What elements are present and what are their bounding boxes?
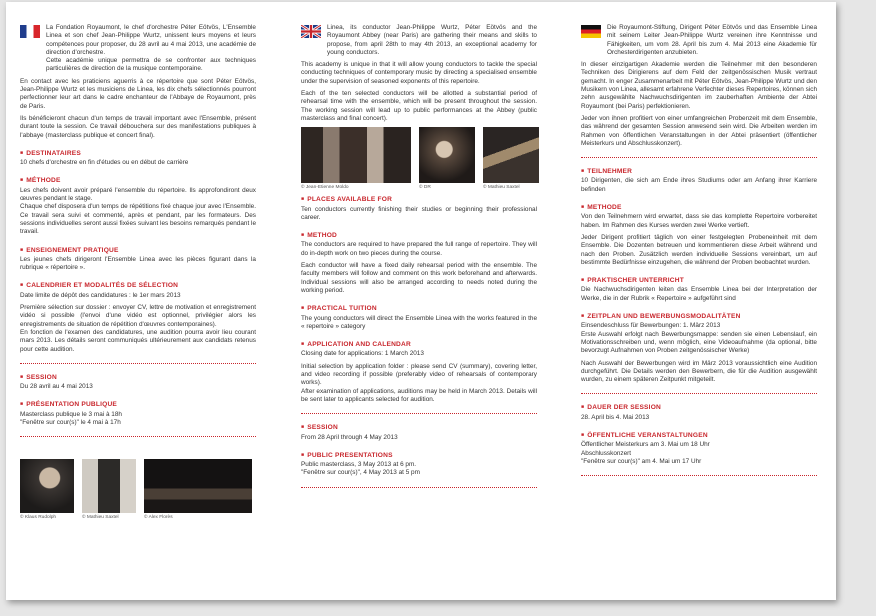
section-heading: ■ TEILNEHMER xyxy=(581,167,817,176)
section-text: Öffentlicher Meisterkurs am 3. Mai um 18 Uhr xyxy=(581,441,710,449)
dotted-divider xyxy=(581,475,817,476)
section-text: Die Nachwuchsdirigenten leiten das Ensemble Linea bei der Interpretation der Werke, die in der Rubrik « Repertoire » aufgeführt sind xyxy=(581,286,817,302)
section-text: The conductors are required to have prepared the full range of repertoire. They will do in-depth work on two pieces during the course. xyxy=(301,241,537,257)
section-text: After examination of applications, auditions may be held in March 2013. Details will be sent later to applicants selected for audition. xyxy=(301,387,537,403)
section-text: Jeder Dirigent profitiert täglich von einer festgelegten Probeneinheit mit dem Ensemble. Die Dozenten betreuen und kommentieren diese Arbeit während und nach den Proben. Zusätzlich werden individuelle Sessions vereinbart, um auf bestimmte Bedürfnisse einzugehen, die während der Proben beobachtet wurden. xyxy=(581,233,817,266)
intro-paragraph: Linea, its conductor Jean-Philippe Wurtz, Péter Eötvös and the Royaumont Abbey (near Paris) are gathering their means and skills to propose, from april 28th to may 4th 2013, an exceptional academy for young conductors. xyxy=(327,24,537,56)
section-heading: ■ PRAKTISCHER UNTERRICHT xyxy=(581,276,817,285)
intro-paragraph: This academy is unique in that it will allow young conductors to tackle the special conducting techniques of contemporary music by directing a specialised ensemble under the supervision of seasoned exponents of this repertoire. xyxy=(301,61,537,85)
french-column xyxy=(20,24,256,521)
section-methode xyxy=(581,203,817,267)
section-methode xyxy=(20,176,256,236)
section-text: Ten conductors currently finishing their studies or beginning their professional career. xyxy=(301,205,537,221)
section-unterricht xyxy=(581,276,817,303)
section-text: "Fenêtre sur cour(s)" am 4. Mai um 17 Uhr xyxy=(581,457,702,465)
intro-block xyxy=(581,24,817,61)
intro-paragraph: Ils bénéficieront chacun d'un temps de travail important avec l'Ensemble, présent durant toute la session. Ce travail débouchera sur des manifestations publiques à l'abbaye (masterclass publique et concert final). xyxy=(20,114,256,139)
section-heading: ■ PUBLIC PRESENTATIONS xyxy=(301,451,537,460)
section-text: "Fenêtre sur cour(s)" le 4 mai à 17h xyxy=(20,418,121,426)
section-text: Première sélection sur dossier : envoyer CV, lettre de motivation et enregistrement vidéo si possible (l'envoi d'une vidéo est optionnel, privilégier alors les enregistrements de situation de répétition d'œuvres contemporaines). xyxy=(20,304,256,328)
photo-credit: © DR xyxy=(419,185,431,191)
photo-conductor xyxy=(20,459,74,521)
uk-flag-graphic xyxy=(301,25,321,38)
section-dauer xyxy=(581,403,817,422)
photo-image xyxy=(20,459,74,513)
photo-image xyxy=(144,459,252,513)
photo-credit: © Mathieu Saxtel xyxy=(483,185,520,191)
intro-block xyxy=(301,24,537,61)
section-text: Du 28 avril au 4 mai 2013 xyxy=(20,383,93,391)
section-places xyxy=(301,195,537,222)
intro-paragraph: Cette académie unique permettra de se confronter aux techniques particulières de direction de la musique contemporaine. xyxy=(46,57,256,73)
section-zeitplan xyxy=(581,312,817,384)
section-text: Abschlusskonzert xyxy=(581,449,632,457)
intro-paragraph: La Fondation Royaumont, le chef d'orchestre Péter Eötvös, L'Ensemble Linea et son chef Jean-Philippe Wurtz, unissent leurs moyens et leurs compétences pour proposer, du 28 avril au 4 mai 2013, une académie de direction d'orchestre. xyxy=(46,24,256,56)
section-heading: ■ PLACES AVAILABLE FOR xyxy=(301,195,537,204)
section-text: From 28 April through 4 May 2013 xyxy=(301,433,398,441)
section-text: Public masterclass, 3 May 2013 at 6 pm. xyxy=(301,461,417,469)
dotted-divider xyxy=(301,487,537,488)
dotted-divider xyxy=(301,413,537,414)
section-text: Einsendeschluss für Bewerbungen: 1. März 2013 xyxy=(581,322,721,330)
uk-flag-icon xyxy=(301,25,321,38)
section-text: Each conductor will have a fixed daily rehearsal period with the ensemble. The faculty members will follow and comment on this work beforehand and afterwards. Individual sessions will also be arranged according to needs noted during the working period. xyxy=(301,262,537,294)
section-session xyxy=(301,423,537,442)
section-method xyxy=(301,231,537,295)
section-veranstaltungen xyxy=(581,431,817,466)
photo-credit: © Jean-Etienne Moldo xyxy=(301,185,349,191)
section-heading: ■ PRACTICAL TUITION xyxy=(301,304,537,313)
section-heading: ■ MÉTHODE xyxy=(20,176,256,185)
photo-credit: © Mathieu Saxtel xyxy=(82,515,119,521)
section-calendrier xyxy=(20,281,256,353)
section-text: En fonction de l'examen des candidatures, une audition pourra avoir lieu courant mars 2013. Les détails seront communiqués ultérieurement aux candidats retenus pour cette audition. xyxy=(20,328,256,353)
section-heading: ■ SESSION xyxy=(301,423,537,432)
section-text: The young conductors will direct the Ensemble Linea with the works featured in the « repertoire » category xyxy=(301,314,537,330)
section-text: Initial selection by application folder : please send CV (summary), covering letter, and video recording if possible (preferably video of rehearsals of contemporary works). xyxy=(301,362,537,387)
photo-credit: © Alex Florès xyxy=(144,515,173,521)
section-text: Les chefs doivent avoir préparé l'ensemble du répertoire. Ils approfondiront deux œuvres pendant le stage. xyxy=(20,186,256,203)
photo-image xyxy=(419,127,475,183)
section-heading: ■ PRÉSENTATION PUBLIQUE xyxy=(20,400,256,409)
section-application xyxy=(301,340,537,404)
photo-concert xyxy=(301,127,411,191)
section-heading: ■ ZEITPLAN UND BEWERBUNGSMODALITÄTEN xyxy=(581,312,817,321)
section-heading: ■ ÖFFENTLICHE VERANSTALTUNGEN xyxy=(581,431,817,440)
section-public xyxy=(301,451,537,478)
section-heading: ■ METHOD xyxy=(301,231,537,240)
intro-paragraph: Jeder von ihnen profitiert von einer umfangreichen Probenzeit mit dem Ensemble, das während der gesamten Session anwesend sein wird. Die Arbeiten werden im Rahmen von öffentlichen Veranstaltungen in der Abtei präsentiert (öffentlicher Meisterkurs und Abschlusskonzert). xyxy=(581,114,817,147)
section-text: Erste Auswahl erfolgt nach Bewerbungsmappe: senden sie einen Lebenslauf, ein Motivationsschreiben und, wenn möglich, eine Videoaufnahme (da optional, bitte bevorzugt Aufnahmen von Proben zeitgenössischer Werke) xyxy=(581,330,817,355)
section-heading: ■ APPLICATION AND CALENDAR xyxy=(301,340,537,349)
section-text: Closing date for applications: 1 March 2013 xyxy=(301,350,424,358)
section-text: 10 Dirigenten, die sich am Ende ihres Studiums oder am Anfang ihrer Karriere befinden xyxy=(581,177,817,193)
section-enseignement xyxy=(20,246,256,273)
section-text: Von den Teilnehmern wird erwartet, dass sie das komplette Repertoire vorbereitet haben. Im Rahmen des Kurses werden zwei Werke vertieft. xyxy=(581,213,817,229)
dotted-divider xyxy=(20,363,256,364)
intro-paragraph: En contact avec les praticiens aguerris à ce répertoire que sont Péter Eötvös, Jean-Philippe Wurtz et les musiciens de Linea, les dix chefs sélectionnés pourront perfectionner leur art dans le cadre enchanteur de l'Abbaye de Royaumont, près de Paris. xyxy=(20,77,256,110)
german-column xyxy=(581,24,817,476)
section-heading: ■ ENSEIGNEMENT PRATIQUE xyxy=(20,246,256,255)
photo-row xyxy=(301,127,537,191)
section-text: Date limite de dépôt des candidatures : le 1er mars 2013 xyxy=(20,291,181,299)
section-heading: ■ CALENDRIER ET MODALITÉS DE SÉLECTION xyxy=(20,281,256,290)
section-practical xyxy=(301,304,537,331)
section-teilnehmer xyxy=(581,167,817,194)
english-column xyxy=(301,24,537,488)
photo-musicians xyxy=(483,127,539,191)
section-text: Les jeunes chefs dirigeront l'Ensemble Linea avec les pièces figurant dans la rubrique « répertoire ». xyxy=(20,255,256,272)
section-heading: ■ METHODE xyxy=(581,203,817,212)
intro-block xyxy=(20,24,256,78)
section-text: "Fenêtre sur cour(s)", 4 May 2013 at 5 pm xyxy=(301,469,420,477)
brochure-page xyxy=(6,2,836,600)
french-flag-icon xyxy=(20,25,40,38)
section-heading: ■ DESTINATAIRES xyxy=(20,149,256,158)
dotted-divider xyxy=(20,436,256,437)
photo-row xyxy=(20,459,256,521)
section-text: Chaque chef disposera d'un temps de répétitions fixé chaque jour avec l'Ensemble. Ce travail sera suivi et commenté, après et pendant, par les formateurs. Des sessions individuelles seront aussi fixées suivant les besoins remarqués pendant le travail. xyxy=(20,203,256,236)
intro-paragraph: Each of the ten selected conductors will be allotted a substantial period of rehearsal time with the ensemble, which will be present throughout the session. The working session will lead up to public performances at the Abbey (public masterclass and final concert). xyxy=(301,90,537,122)
german-flag-icon xyxy=(581,25,601,38)
photo-conductor xyxy=(419,127,475,191)
section-text: 28. April bis 4. Mai 2013 xyxy=(581,413,650,421)
photo-image xyxy=(301,127,411,183)
section-text: 10 chefs d'orchestre en fin d'études ou en début de carrière xyxy=(20,159,189,167)
section-heading: ■ DAUER DER SESSION xyxy=(581,403,817,412)
section-text: Masterclass publique le 3 mai à 18h xyxy=(20,410,122,418)
photo-image xyxy=(82,459,136,513)
section-session xyxy=(20,373,256,392)
photo-portrait xyxy=(82,459,136,521)
intro-paragraph: Die Royaumont-Stiftung, Dirigent Péter Eötvös und das Ensemble Linea mit seinem Leiter Jean-Philippe Wurtz vereinen ihre Kenntnisse und Fähigkeiten, um vom 28. April bis zum 4. Mai 2013 eine Akademie für Orchesterdirigenten anzubieten. xyxy=(607,24,817,56)
dotted-divider xyxy=(581,157,817,158)
section-text: Nach Auswahl der Bewerbungen wird im März 2013 voraussichtlich eine Audition durchgeführt. Die Details werden den Bewerbern, die für die Audition ausgewählt wurden, zu einem späteren Zeitpunkt mitgeteilt. xyxy=(581,359,817,384)
dotted-divider xyxy=(581,393,817,394)
section-destinataires xyxy=(20,149,256,168)
intro-paragraph: In dieser einzigartigen Akademie werden die Teilnehmer mit den besonderen Techniken des Dirigierens auf dem Feld der zeitgenössischen Musik vertraut gemacht. In enger Zusammenarbeit mit Péter Eötvös, Jean-Philippe Wurtz und den Musikern von Linea, allesamt erfahrene Verfechter dieses Repertoires, können sich zehn ausgewählte Nachwuchsdirigenten im zauberhaften Ambiente der Abtei Royaumont (bei Paris) perfektionieren. xyxy=(581,61,817,110)
photo-credit: © Klaus Rudolph xyxy=(20,515,57,521)
section-heading: ■ SESSION xyxy=(20,373,256,382)
photo-ensemble xyxy=(144,459,252,521)
section-presentation xyxy=(20,400,256,427)
photo-image xyxy=(483,127,539,183)
